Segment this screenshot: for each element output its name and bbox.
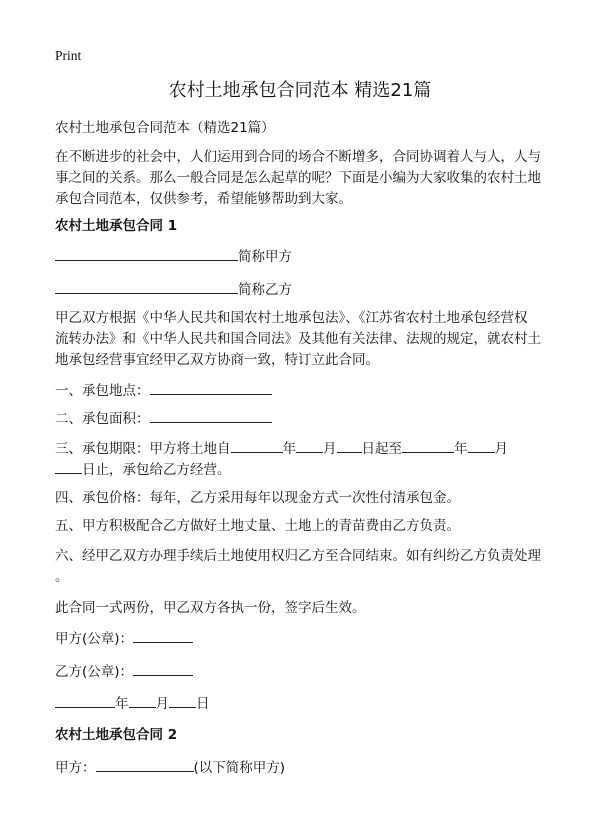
party-a-line [55, 246, 292, 268]
basis-line: 甲乙双方根据《中华人民共和国农村土地承包法》、《江苏省农村土地承包经营权 [55, 310, 528, 326]
blank-field [129, 693, 156, 708]
blank-field [402, 438, 454, 453]
blank-field [55, 459, 82, 474]
year-label: 年 [454, 441, 468, 457]
item-rights-cont: 。 [55, 569, 69, 585]
party-a-note: (以下简称甲方) [193, 760, 286, 776]
blank-field [150, 380, 272, 395]
item-label: 二、承包面积： [55, 411, 150, 427]
section-heading: 农村土地承包合同 1 [55, 218, 178, 234]
item-rights: 六、经甲乙双方办理手续后土地使用权归乙方至合同结束。如有纠纷乙方负责处理 [55, 548, 541, 564]
year-label: 年 [115, 696, 129, 712]
blank-field [55, 246, 238, 261]
party-a-label: 甲方： [55, 760, 96, 776]
item-text: 日止，承包给乙方经营。 [82, 462, 231, 478]
day-label: 日 [196, 696, 210, 712]
intro-line: 事之间的关系。那么一般合同是怎么起草的呢？下面是小编为大家收集的农村土地 [55, 170, 541, 186]
basis-line: 地承包经营事宜经甲乙双方协商一致，特订立此合同。 [55, 352, 379, 368]
date-line [55, 693, 210, 715]
blank-field [55, 693, 115, 708]
blank-field [55, 279, 238, 294]
print-link[interactable]: Print [55, 48, 82, 63]
item-label: 一、承包地点： [55, 383, 150, 399]
party-b-label: 简称乙方 [238, 282, 292, 298]
sign-b [55, 661, 193, 683]
sign-label: 乙方(公章)： [55, 664, 134, 680]
blank-field [231, 438, 283, 453]
blank-field [337, 438, 362, 453]
party-b-line [55, 279, 292, 301]
copies-text: 此合同一式两份，甲乙双方各执一份，签字后生效。 [55, 600, 366, 616]
blank-field [468, 438, 495, 453]
blank-field [150, 408, 272, 423]
month-label: 月 [323, 441, 337, 457]
party-a-line [55, 757, 285, 779]
blank-field [169, 693, 196, 708]
item-label: 三、承包期限：甲方将土地自 [55, 441, 231, 457]
from-label: 日起至 [361, 441, 402, 457]
party-a-label: 简称甲方 [238, 249, 292, 265]
subtitle: 农村土地承包合同范本（精选21篇） [55, 120, 275, 136]
item-term [55, 438, 508, 460]
blank-field [96, 757, 194, 772]
sign-a [55, 628, 193, 650]
month-label: 月 [494, 441, 508, 457]
item-price: 四、承包价格：每年，乙方采用每年以现金方式一次性付清承包金。 [55, 490, 460, 506]
blank-field [296, 438, 323, 453]
year-label: 年 [282, 441, 296, 457]
sign-label: 甲方(公章)： [55, 631, 134, 647]
basis-line: 流转办法》和《中华人民共和国合同法》及其他有关法律、法规的规定，就农村土 [55, 331, 541, 347]
blank-field [133, 661, 193, 676]
page-title: 农村土地承包合同范本 精选21篇 [168, 80, 432, 101]
intro-line: 在不断进步的社会中，人们运用到合同的场合不断增多，合同协调着人与人，人与 [55, 149, 541, 165]
blank-field [133, 628, 193, 643]
item-survey: 五、甲方积极配合乙方做好土地丈量、土地上的青苗费由乙方负责。 [55, 518, 460, 534]
item-location [55, 380, 272, 402]
month-label: 月 [155, 696, 169, 712]
intro-line: 承包合同范本，仅供参考，希望能够帮助到大家。 [55, 191, 352, 207]
item-area [55, 408, 272, 430]
section-heading: 农村土地承包合同 2 [55, 727, 178, 743]
item-term-cont [55, 459, 231, 481]
